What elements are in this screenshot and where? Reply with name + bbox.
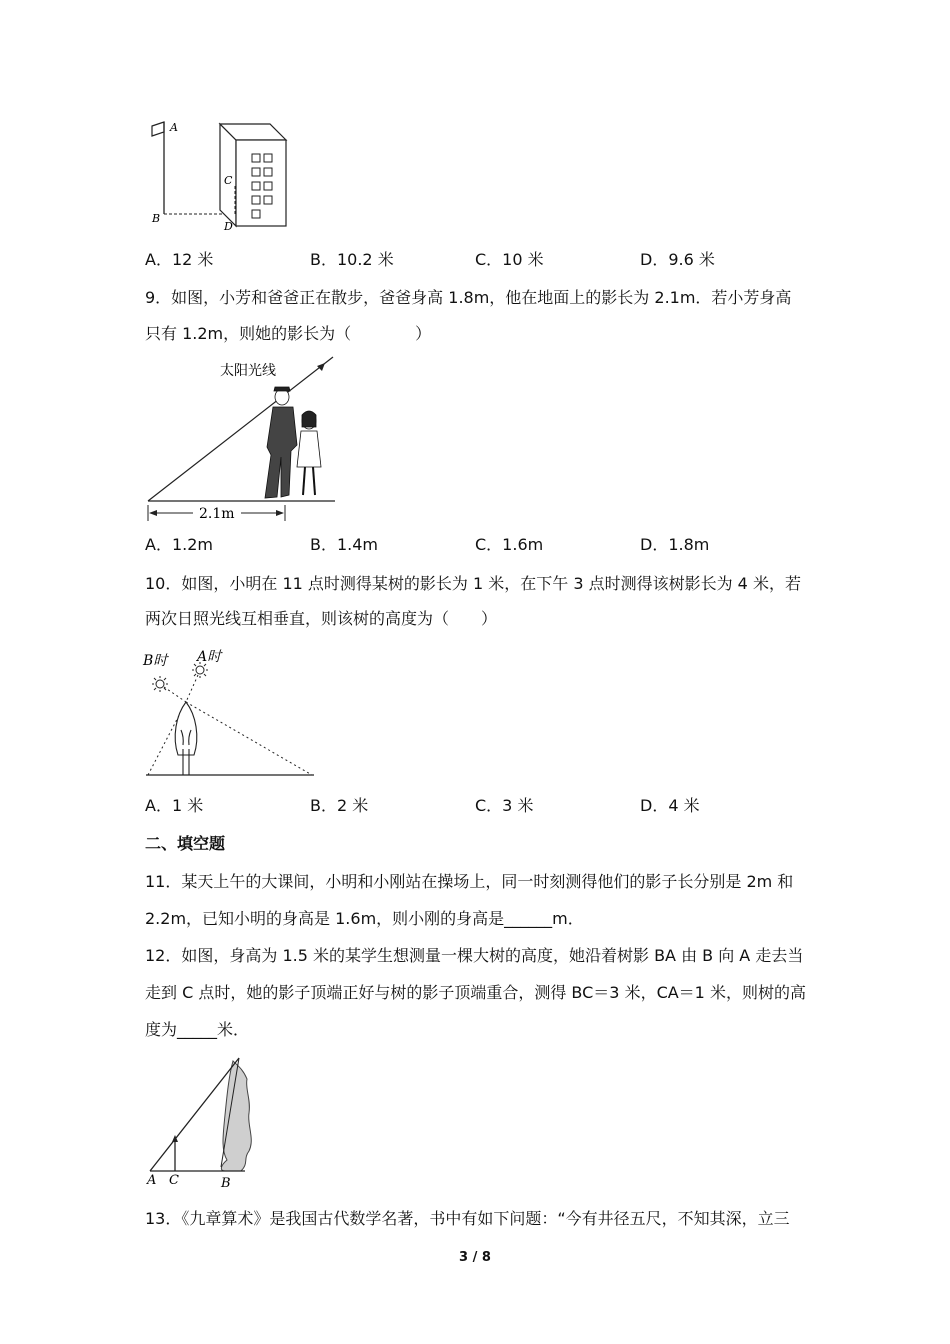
q8-option-a: A．12 米 <box>145 250 214 269</box>
q9-text-line1: 9．如图，小芳和爸爸正在散步，爸爸身高 1.8m，他在地面上的影长为 2.1m．若小芳身高 <box>145 288 792 307</box>
daughter-figure <box>297 411 321 495</box>
sun-icon <box>152 676 168 692</box>
q8-label-b: B <box>152 212 161 225</box>
q10-label-b-time: B时 <box>143 653 168 669</box>
section-title: 二、填空题 <box>145 834 226 853</box>
q8-figure <box>140 118 300 238</box>
q10-option-d: D．4 米 <box>640 796 700 815</box>
q9-figure <box>145 355 345 525</box>
q11-text-line2: 2.2m，已知小明的身高是 1.6m，则小刚的身高是______m． <box>145 909 584 928</box>
q9-option-c: C．1.6m <box>475 535 544 554</box>
father-figure <box>265 387 297 498</box>
q10-text-line2: 两次日照光线互相垂直，则该树的高度为（ ） <box>145 609 498 628</box>
q9-option-a: A．1.2m <box>145 535 213 554</box>
q10-option-a: A．1 米 <box>145 796 204 815</box>
q10-label-a-time: A时 <box>197 649 222 665</box>
q10-text-line1: 10．如图，小明在 11 点时测得某树的影长为 1 米，在下午 3 点时测得该树影长为 4 米，若 <box>145 574 801 593</box>
q8-label-c: C <box>224 174 233 187</box>
q12-label-a: A <box>147 1173 157 1188</box>
q12-text-line3: 度为_____米． <box>145 1020 250 1039</box>
q9-option-d: D．1.8m <box>640 535 710 554</box>
q12-figure <box>145 1055 275 1190</box>
tree-icon <box>221 1061 251 1171</box>
q13-text-line1: 13．《九章算术》是我国古代数学名著，书中有如下问题：“今有井径五尺，不知其深，立三 <box>145 1209 790 1228</box>
q10-option-c: C．3 米 <box>475 796 534 815</box>
q12-label-b: B <box>221 1176 231 1191</box>
q9-text-line2: 只有 1.2m，则她的影长为（ ） <box>145 324 432 343</box>
page-number: 3 / 8 <box>459 1250 491 1265</box>
q8-label-a: A <box>170 121 178 134</box>
tree-icon <box>175 702 197 775</box>
q9-label-length: 2.1m <box>199 506 235 522</box>
q12-label-c: C <box>169 1173 179 1188</box>
q8-option-b: B．10.2 米 <box>310 250 394 269</box>
q12-text-line2: 走到 C 点时，她的影子顶端正好与树的影子顶端重合，测得 BC＝3 米，CA＝1 米，则树的高 <box>145 983 806 1002</box>
q9-label-sunlight: 太阳光线 <box>220 363 276 379</box>
q12-text-line1: 12．如图，身高为 1.5 米的某学生想测量一棵大树的高度，她沿着树影 BA 由 B 向 A 走去当 <box>145 946 804 965</box>
q10-figure <box>140 645 320 780</box>
q11-text-line1: 11．某天上午的大课间，小明和小刚站在操场上，同一时刻测得他们的影子长分别是 2m 和 <box>145 872 794 891</box>
q9-option-b: B．1.4m <box>310 535 379 554</box>
q8-option-c: C．10 米 <box>475 250 544 269</box>
q8-option-d: D．9.6 米 <box>640 250 715 269</box>
q10-option-b: B．2 米 <box>310 796 369 815</box>
flag-icon <box>152 122 164 136</box>
q8-label-d: D <box>224 220 233 233</box>
